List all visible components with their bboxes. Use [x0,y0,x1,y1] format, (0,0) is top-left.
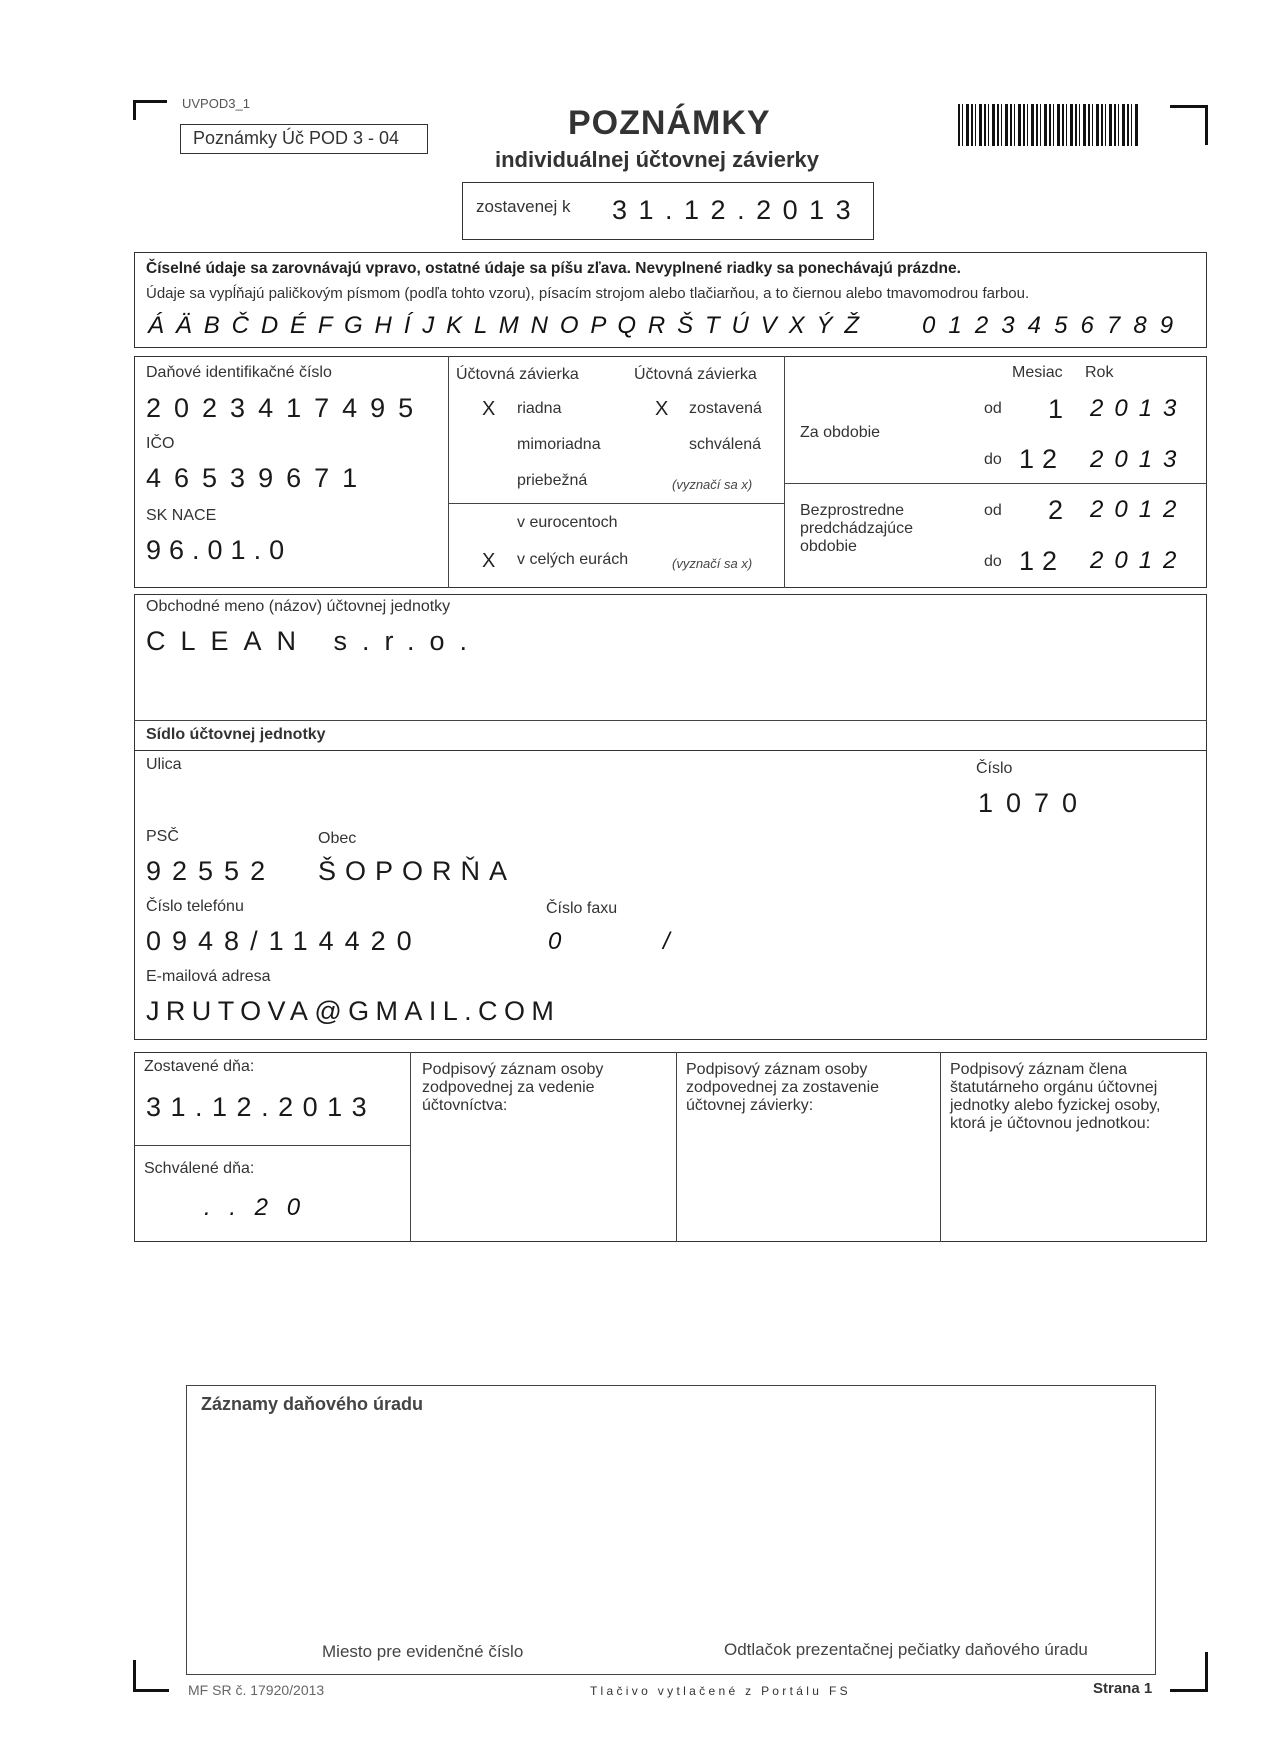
zostavena-checkmark: X [655,398,669,420]
footer-printed: T l a č i v o v y t l a č e n é z P o r t á l u F S [590,1684,848,1698]
current-to-month: 12 [1019,444,1066,474]
divider [784,483,1207,484]
previous-period-label: Bezprostredne predchádzajúce obdobie [800,502,913,555]
fax-value: 0 [548,928,577,955]
riadna-label: riadna [517,400,562,417]
city-label: Obec [318,830,357,847]
psc-value: 92552 [146,856,277,886]
month-label: Mesiac [1012,364,1063,381]
phone-label: Číslo telefónu [146,898,244,915]
divider [784,356,785,588]
nace-value: 96.01.0 [146,535,293,565]
od-label: od [984,400,1002,417]
sample-digits: 0 1 2 3 4 5 6 7 8 9 [922,312,1177,339]
sample-letters: Á Ä B Č D É F G H Í J K L M N O P Q R Š T Ú V X Ý Ž [148,312,862,339]
ico-value: 46539671 [146,463,371,493]
divider [134,1145,410,1146]
od-label: od [984,502,1002,519]
signature-statutory: Podpisový záznam člena štatutárneho orgánu účtovnej jednotky alebo fyzickej osoby, ktorá je účtovnou jednotkou: [950,1061,1161,1132]
priebezna-label: priebežná [517,472,588,489]
approved-on-value: . . 2 0 [204,1194,307,1221]
number-label: Číslo [976,760,1013,777]
fax-slash: / [663,928,685,955]
do-label: do [984,451,1002,468]
schvalena-label: schválená [689,436,762,453]
corner-mark-top-right [1170,105,1208,145]
form-name-box [180,124,428,154]
stamp-label: Odtlačok prezentačnej pečiatky daňového úradu [724,1640,1088,1659]
city-value: ŠOPORŇA [318,856,517,886]
corner-mark-top-left [133,100,167,120]
signature-accounting: Podpisový záznam osoby zodpovednej za vedenie účtovníctva: [422,1061,604,1114]
previous-to-month: 12 [1019,546,1066,576]
prepared-label: zostavenej k [476,197,571,216]
email-value: JRUTOVA@GMAIL.COM [146,996,561,1026]
mark-hint: (vyznačí sa x) [672,556,753,571]
email-label: E-mailová adresa [146,968,271,985]
divider [134,720,1207,721]
divider [676,1052,677,1242]
nace-label: SK NACE [146,507,217,524]
current-to-year: 2013 [1090,446,1188,473]
psc-label: PSČ [146,828,179,845]
mimoriadna-label: mimoriadna [517,436,601,453]
divider [134,750,1207,751]
year-label: Rok [1085,364,1114,381]
previous-from-month: 2 [1048,495,1064,525]
prepared-date: 3 1 . 1 2 . 2 0 1 3 [612,195,853,225]
divider [940,1052,941,1242]
seat-label: Sídlo účtovnej jednotky [146,726,326,743]
footer-reference: MF SR č. 17920/2013 [188,1682,325,1698]
number-value: 1070 [978,788,1091,818]
statement-col1-header: Účtovná závierka [456,366,579,383]
ico-label: IČO [146,435,175,452]
phone-value: 0948/114420 [146,926,423,956]
mark-hint: (vyznačí sa x) [672,477,753,492]
divider [410,1052,411,1242]
current-period-label: Za obdobie [800,424,881,441]
celych-eurach-checkmark: X [482,550,496,572]
form-name: Poznámky Úč POD 3 - 04 [193,128,400,148]
instructions-line2: Údaje sa vypĺňajú paličkovým písmom (podľa tohto vzoru), písacím strojom alebo tlačiarňou, a to čiernou alebo tmavomodrou farbou. [146,285,1030,302]
eurocentoch-label: v eurocentoch [517,514,618,531]
page-subtitle: individuálnej účtovnej závierky [495,147,819,172]
tax-office-box [186,1385,1156,1675]
entity-name-value: CLEAN s.r.o. [146,626,483,656]
current-from-month: 1 [1048,394,1064,424]
entity-name-label: Obchodné meno (názov) účtovnej jednotky [146,598,451,615]
page-title: POZNÁMKY [568,104,771,142]
dic-value: 2023417495 [146,393,427,423]
page-number: Strana 1 [1093,1680,1153,1697]
instructions-line1: Číselné údaje sa zarovnávajú vpravo, ostatné údaje sa píšu zľava. Nevyplnené riadky sa ponechávajú prázdne. [146,260,961,277]
current-from-year: 2013 [1090,395,1188,422]
statement-col2-header: Účtovná závierka [634,366,757,383]
street-label: Ulica [146,756,182,773]
do-label: do [984,553,1002,570]
zostavena-label: zostavená [689,400,762,417]
divider [448,356,449,588]
previous-to-year: 2012 [1090,547,1188,574]
evidence-number-label: Miesto pre evidenčné číslo [322,1642,524,1661]
dic-label: Daňové identifikačné číslo [146,364,332,381]
prepared-on-value: 3 1 . 1 2 . 2 0 1 3 [146,1092,368,1122]
divider [448,503,784,504]
approved-on-label: Schválené dňa: [144,1160,255,1177]
riadna-checkmark: X [482,398,496,420]
corner-mark-bottom-left [133,1660,169,1692]
tax-office-title: Záznamy daňového úradu [201,1394,424,1414]
fax-label: Číslo faxu [546,900,618,917]
signature-statement: Podpisový záznam osoby zodpovednej za zostavenie účtovnej závierky: [686,1061,880,1114]
prepared-on-label: Zostavené dňa: [144,1058,255,1075]
corner-mark-bottom-right [1170,1652,1208,1692]
barcode [958,104,1138,146]
celych-eurach-label: v celých eurách [517,551,629,568]
form-code: UVPOD3_1 [182,96,250,111]
previous-from-year: 2012 [1090,496,1188,523]
